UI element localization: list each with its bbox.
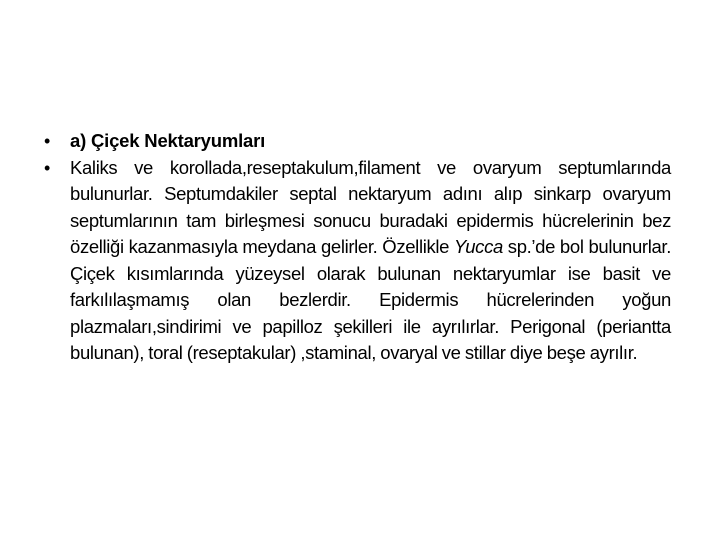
genus-name-italic: Yucca [453,236,503,257]
paragraph-text-after: sp.’de bol bulunurlar. Çiçek kısımlarında yüzeysel olarak bulunan nektaryumlar ise basit ve farkılılaşmamış olan bezlerdir. Epidermis hücrelerinden yoğun plazmaları,sindirimi ve papilloz şekilleri ile ayrılırlar. Perigonal (periantta bulunan), toral (reseptakular) ,staminal, ovaryal ve stillar diye beşe ayrılır. [70,236,671,363]
bullet-paragraph [44,155,671,367]
bullet-marker: • [44,157,51,178]
body-paragraph [70,155,671,367]
bullet-marker: • [44,131,51,151]
bullet-heading [44,128,671,155]
paragraph-text-before: Kaliks ve korollada,reseptakulum,filament ve ovaryum septumlarında bulunurlar. Septumdakiler septal nektaryum adını alıp sinkarp ovaryum septumlarının tam birleşmesi sonucu buradaki epidermis hücrelerinin bez özelliği kazanmasıyla meydana gelirler. Özellikle [70,156,671,257]
section-heading: a) Çiçek Nektaryumları [70,130,266,151]
bullet-list [44,128,671,367]
